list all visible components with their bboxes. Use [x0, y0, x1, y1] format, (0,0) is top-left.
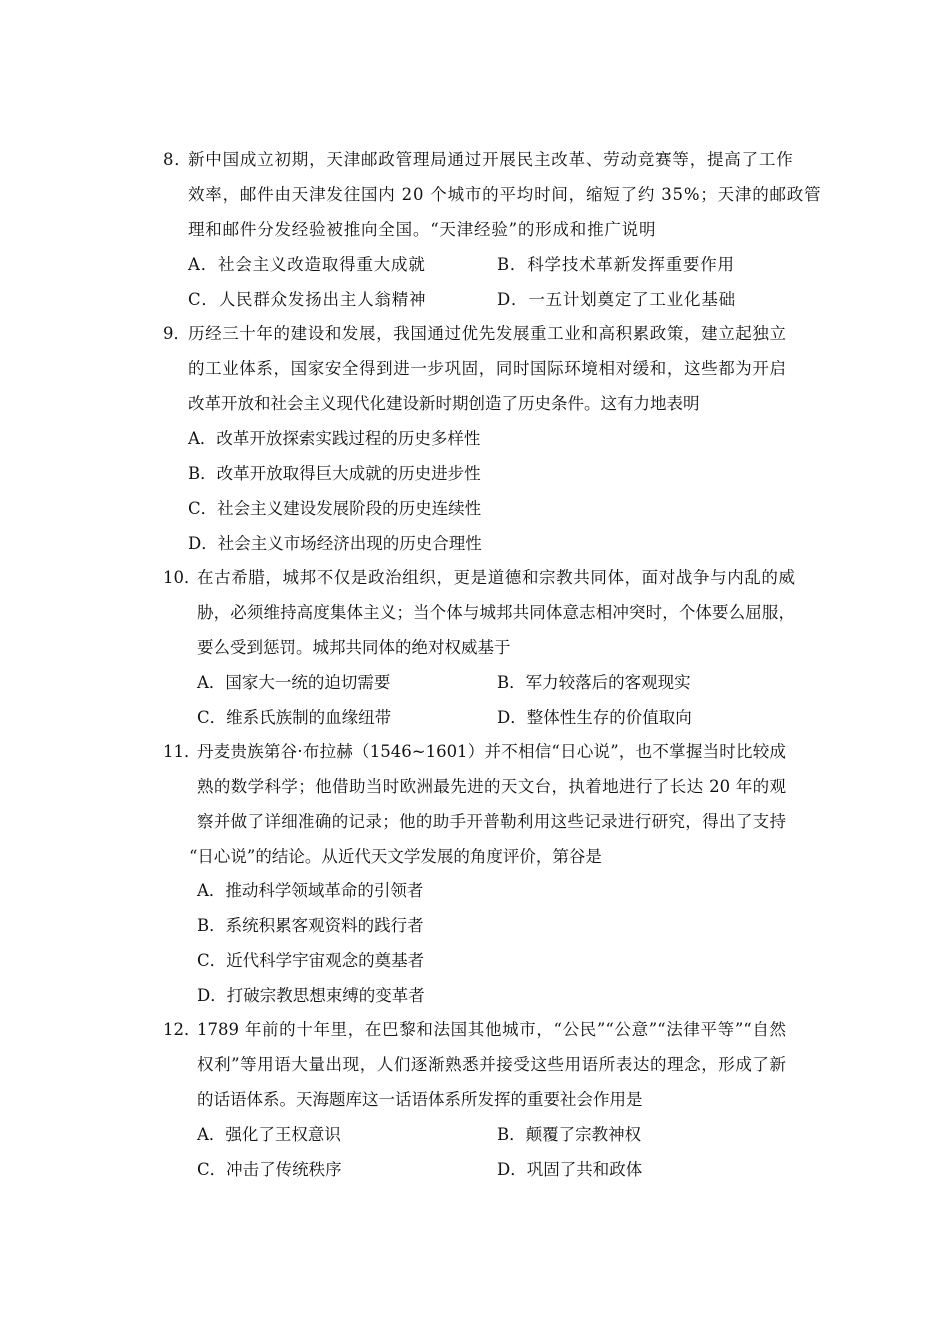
- question-stem-line: 要么受到惩罚。城邦共同体的绝对权威基于: [197, 638, 511, 657]
- question-stem-line: 熟的数学科学；他借助当时欧洲最先进的天文台，执着地进行了长达 20 年的观: [197, 777, 786, 796]
- option-d: D．打破宗教思想束缚的变革者: [197, 986, 425, 1005]
- question-stem-line: 丹麦贵族第谷·布拉赫（1546~1601）并不相信“日心说”，也不掌握当时比较成: [197, 742, 786, 761]
- question-stem-line: 的话语体系。天海题库这一话语体系所发挥的重要社会作用是: [197, 1090, 643, 1109]
- question-stem-line: 理和邮件分发经验被推向全国。“天津经验”的形成和推广说明: [188, 220, 657, 239]
- option-a: A．改革开放探索实践过程的历史多样性: [188, 429, 481, 448]
- option-d: D．一五计划奠定了工业化基础: [497, 290, 736, 309]
- question-stem-line: 在古希腊，城邦不仅是政治组织，更是道德和宗教共同体，面对战争与内乱的威: [197, 568, 795, 587]
- question-stem-line: 新中国成立初期，天津邮政管理局通过开展民主改革、劳动竞赛等，提高了工作: [188, 150, 794, 169]
- option-a: A．社会主义改造取得重大成就: [188, 255, 426, 274]
- option-c: C．维系氏族制的血缘纽带: [197, 708, 392, 727]
- question-stem-line: 察并做了详细准确的记录；他的助手开普勒利用这些记录进行研究，得出了支持: [197, 812, 786, 831]
- option-d: D．巩固了共和政体: [497, 1160, 643, 1179]
- option-d: D．社会主义市场经济出现的历史合理性: [188, 534, 482, 553]
- option-a: A．国家大一统的迫切需要: [197, 673, 391, 692]
- option-b: B．颠覆了宗教神权: [497, 1125, 642, 1144]
- question-number: 11．: [163, 742, 201, 761]
- question-number: 9．: [163, 324, 190, 343]
- option-a: A．强化了王权意识: [197, 1125, 341, 1144]
- option-b: B．军力较落后的客观现实: [497, 673, 691, 692]
- question-stem-line: 历经三十年的建设和发展，我国通过优先发展重工业和高积累政策，建立起独立: [188, 324, 786, 343]
- question-number: 10．: [163, 568, 201, 587]
- option-b: B．改革开放取得巨大成就的历史进步性: [188, 464, 481, 483]
- question-stem-line: 改革开放和社会主义现代化建设新时期创造了历史条件。这有力地表明: [188, 394, 700, 413]
- question-stem-line: 的工业体系，国家安全得到进一步巩固，同时国际环境相对缓和，这些都为开启: [188, 359, 786, 378]
- option-a: A．推动科学领域革命的引领者: [197, 881, 424, 900]
- question-stem-line: 效率，邮件由天津发往国内 20 个城市的平均时间，缩短了约 35%；天津的邮政管: [188, 185, 822, 204]
- option-b: B．科学技术革新发挥重要作用: [497, 255, 735, 274]
- option-c: C．人民群众发扬出主人翁精神: [188, 290, 427, 309]
- question-stem-line: 权利”等用语大量出现，人们逐渐熟悉并接受这些用语所表达的理念，形成了新: [197, 1055, 786, 1074]
- question-stem-line: 胁，必须维持高度集体主义；当个体与城邦共同体意志相冲突时，个体要么屈服，: [197, 603, 795, 622]
- option-c: C．冲击了传统秩序: [197, 1160, 342, 1179]
- option-c: C．近代科学宇宙观念的奠基者: [197, 951, 425, 970]
- option-c: C．社会主义建设发展阶段的历史连续性: [188, 499, 482, 518]
- question-number: 8．: [163, 150, 192, 169]
- option-b: B．系统积累客观资料的践行者: [197, 916, 424, 935]
- question-number: 12．: [163, 1020, 201, 1039]
- question-stem-line: “日心说”的结论。从近代天文学发展的角度评价，第谷是: [189, 847, 602, 866]
- option-d: D．整体性生存的价值取向: [497, 708, 692, 727]
- question-stem-line: 1789 年前的十年里，在巴黎和法国其他城市，“公民”“公意”“法律平等”“自然: [197, 1020, 786, 1039]
